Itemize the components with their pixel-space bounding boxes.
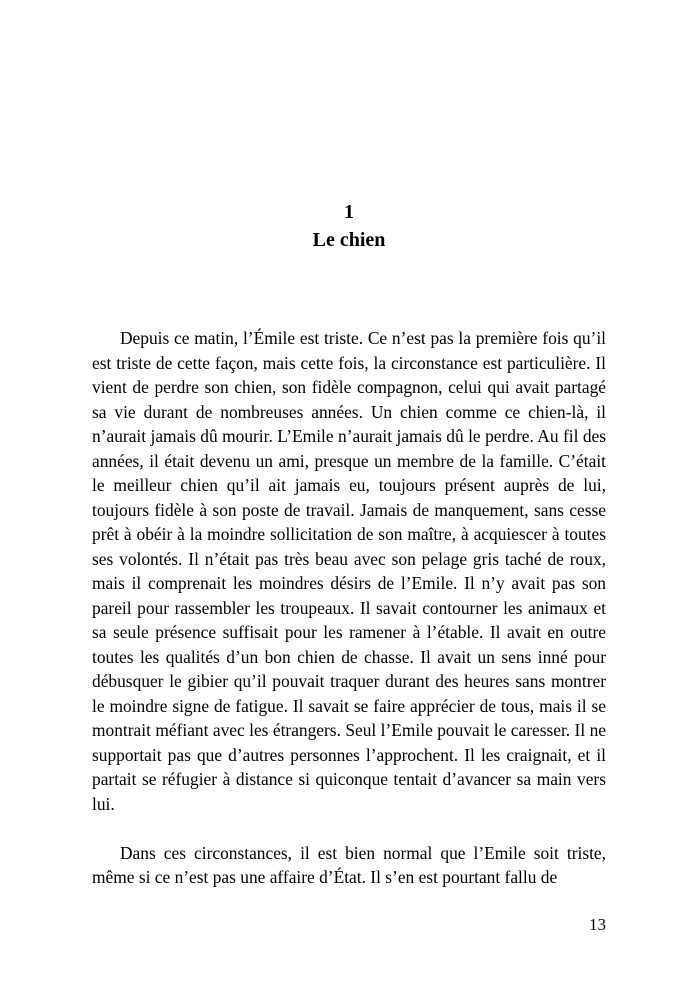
chapter-heading — [92, 198, 606, 254]
page-number: 13 — [589, 915, 606, 934]
body-text — [92, 326, 606, 890]
chapter-title: Le chien — [312, 229, 386, 251]
paragraph: Depuis ce matin, l’Émile est triste. Ce n’est pas la première fois qu’il est triste de cette façon, mais cette fois, la circonstance est particulière. Il vient de perdre son chien, son fidèle compagnon, celui qui avait partagé sa vie durant de nombreuses années. Un chien comme ce chien-là, il n’aurait jamais dû mourir. L’Emile n’aurait jamais dû le perdre. Au fil des années, il était devenu un ami, presque un membre de la famille. C’était le meilleur chien qu’il ait jamais eu, toujours présent auprès de lui, toujours fidèle à son poste de travail. Jamais de manquement, sans cesse prêt à obéir à la moindre sollicitation de son maître, à acquiescer à toutes ses volontés. Il n’était pas très beau avec son pelage gris taché de roux, mais il comprenait les moindres désirs de l’Emile. Il n’y avait pas son pareil pour rassembler les troupeaux. Il savait contourner les animaux et sa seule présence suffisait pour les ramener à l’étable. Il avait en outre toutes les qualités d’un bon chien de chasse. Il avait un sens inné pour débusquer le gibier qu’il pouvait traquer durant des heures sans montrer le moindre signe de fatigue. Il savait se faire apprécier de tous, mais il se montrait méfiant avec les étrangers. Seul l’Emile pouvait le caresser. Il ne supportait pas que d’autres personnes l’approchent. Il les craignait, et il partait se réfugier à distance si quiconque tentait d’avancer sa main vers lui. — [92, 328, 606, 814]
chapter-number: 1 — [344, 201, 354, 223]
paragraph: Dans ces circonstances, il est bien normal que l’Emile soit triste, même si ce n’est pas une affaire d’État. Il s’en est pourtant fallu de — [92, 842, 606, 887]
